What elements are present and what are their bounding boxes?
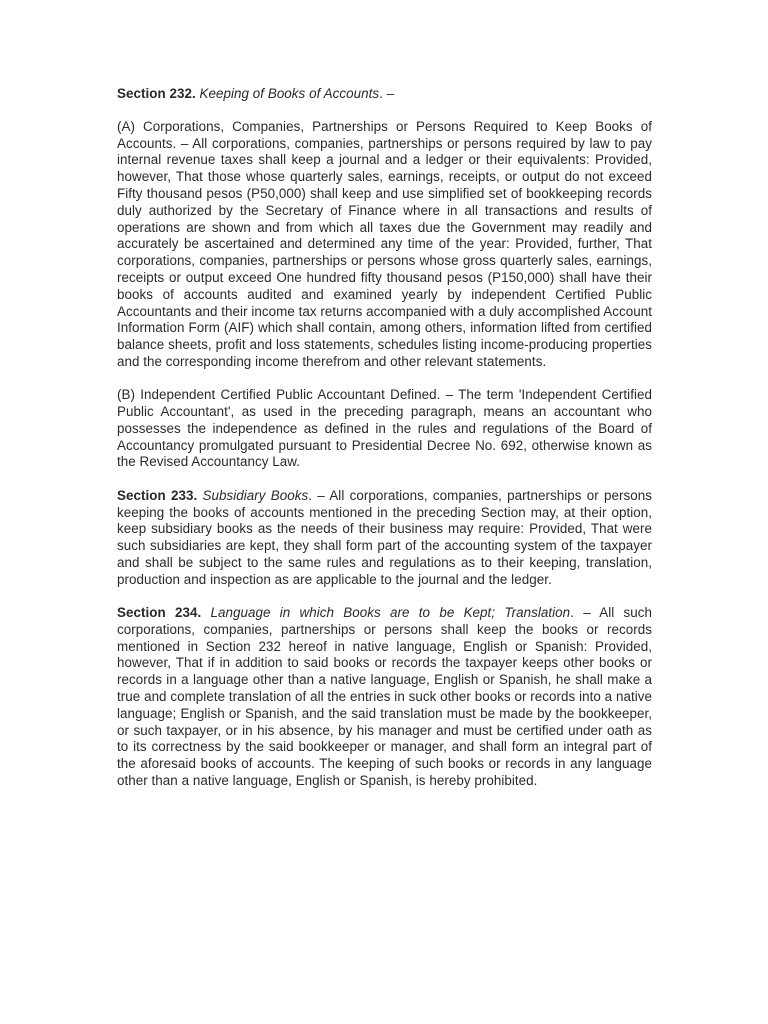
section-233-title: Subsidiary Books bbox=[202, 487, 309, 503]
section-234-number: Section 234. bbox=[117, 605, 202, 621]
section-233-body: . – All corporations, companies, partnerships or persons keeping the books of accounts mentioned in the preceding Section may, at their option, keep subsidiary books as the needs of their business may require: Provided, That were such subsidiaries are kept, they shall form part of the accounting system of the taxpayer and shall be subject to the same rules and regulations as to their keeping, translation, production and inspection as are applicable to the journal and the ledger. bbox=[117, 487, 652, 587]
section-232-paragraph-a: (A) Corporations, Companies, Partnerships or Persons Required to Keep Books of Accounts. – All corporations, companies, partnerships or persons required by law to pay internal revenue taxes shall keep a journal and a ledger or their equivalents: Provided, however, That those whose quarterly sales, earnings, receipts, or output do not exceed Fifty thousand pesos (P50,000) shall keep and use simplified set of bookkeeping records duly authorized by the Secretary of Finance where in all transactions and results of operations are shown and from which all taxes due the Government may readily and accurately be ascertained and determined any time of the year: Provided, further, That corporations, companies, partnerships or persons whose gross quarterly sales, earnings, receipts or output exceed One hundred fifty thousand pesos (P150,000) shall have their books of accounts audited and examined yearly by independent Certified Public Accountants and their income tax returns accompanied with a duly accomplished Account Information Form (AIF) which shall contain, among others, information lifted from certified balance sheets, profit and loss statements, schedules listing income-producing properties and the corresponding income therefrom and other relevant statements. bbox=[117, 118, 652, 369]
section-232-paragraph-b: (B) Independent Certified Public Accountant Defined. – The term 'Independent Certified Public Accountant', as used in the preceding paragraph, means an accountant who possesses the independence as defined in the rules and regulations of the Board of Accountancy promulgated pursuant to Presidential Decree No. 692, otherwise known as the Revised Accountancy Law. bbox=[117, 387, 652, 470]
section-234-paragraph bbox=[117, 605, 652, 790]
section-233-paragraph bbox=[117, 488, 652, 589]
section-234-body: . – All such corporations, companies, partnerships or persons shall keep the books or records mentioned in Section 232 hereof in native language, English or Spanish: Provided, however, That if in addition to said books or records the taxpayer keeps other books or records in a language other than a native language, English or Spanish, he shall make a true and complete translation of all the entries in suck other books or records into a native language; English or Spanish, and the said translation must be made by the bookkeeper, or such taxpayer, or in his absence, by his manager and must be certified under oath as to its correctness by the said bookkeeper or manager, and shall form an integral part of the aforesaid books of accounts. The keeping of such books or records in any language other than a native language, English or Spanish, is hereby prohibited. bbox=[117, 605, 652, 788]
section-232-title: Keeping of Books of Accounts bbox=[199, 86, 380, 101]
section-232-number: Section 232. bbox=[117, 86, 196, 101]
section-232-heading bbox=[117, 86, 652, 103]
section-234-title: Language in which Books are to be Kept; Translation bbox=[210, 605, 571, 621]
section-233-number: Section 233. bbox=[117, 487, 198, 503]
section-232-suffix: . – bbox=[379, 86, 395, 101]
document-page bbox=[117, 86, 652, 806]
